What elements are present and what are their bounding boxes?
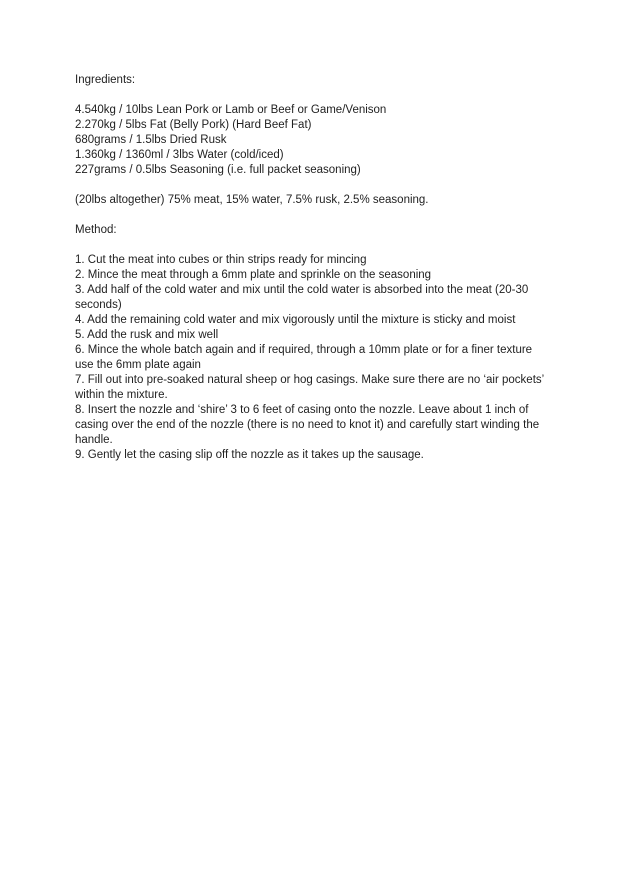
method-step: 9. Gently let the casing slip off the nozzle as it takes up the sausage. xyxy=(75,449,424,461)
ingredients-heading: Ingredients: xyxy=(75,74,136,86)
method-steps xyxy=(75,253,547,463)
totals-summary: (20lbs altogether) 75% meat, 15% water, 7.5% rusk, 2.5% seasoning. xyxy=(75,194,429,206)
method-step: 7. Fill out into pre-soaked natural sheep or hog casings. Make sure there are no ‘air pockets’ within the mixture. xyxy=(75,374,544,401)
ingredient-line: 2.270kg / 5lbs Fat (Belly Pork) (Hard Beef Fat) xyxy=(75,119,312,131)
method-step: 1. Cut the meat into cubes or thin strips ready for mincing xyxy=(75,254,367,266)
method-step: 3. Add half of the cold water and mix until the cold water is absorbed into the meat (20-30 seconds) xyxy=(75,284,529,311)
ingredient-line: 227grams / 0.5lbs Seasoning (i.e. full packet seasoning) xyxy=(75,164,361,176)
method-step: 5. Add the rusk and mix well xyxy=(75,329,219,341)
recipe-document xyxy=(75,73,547,463)
method-step: 6. Mince the whole batch again and if required, through a 10mm plate or for a finer texture use the 6mm plate again xyxy=(75,344,533,371)
method-heading: Method: xyxy=(75,224,117,236)
method-step: 4. Add the remaining cold water and mix vigorously until the mixture is sticky and moist xyxy=(75,314,516,326)
ingredient-line: 680grams / 1.5lbs Dried Rusk xyxy=(75,134,227,146)
ingredients-list xyxy=(75,103,547,178)
ingredient-line: 1.360kg / 1360ml / 3lbs Water (cold/iced) xyxy=(75,149,284,161)
method-step: 2. Mince the meat through a 6mm plate and sprinkle on the seasoning xyxy=(75,269,432,281)
ingredient-line: 4.540kg / 10lbs Lean Pork or Lamb or Beef or Game/Venison xyxy=(75,104,387,116)
method-step: 8. Insert the nozzle and ‘shire’ 3 to 6 feet of casing onto the nozzle. Leave about 1 inch of casing over the end of the nozzle (there is no need to knot it) and carefully start winding the handle. xyxy=(75,404,540,446)
